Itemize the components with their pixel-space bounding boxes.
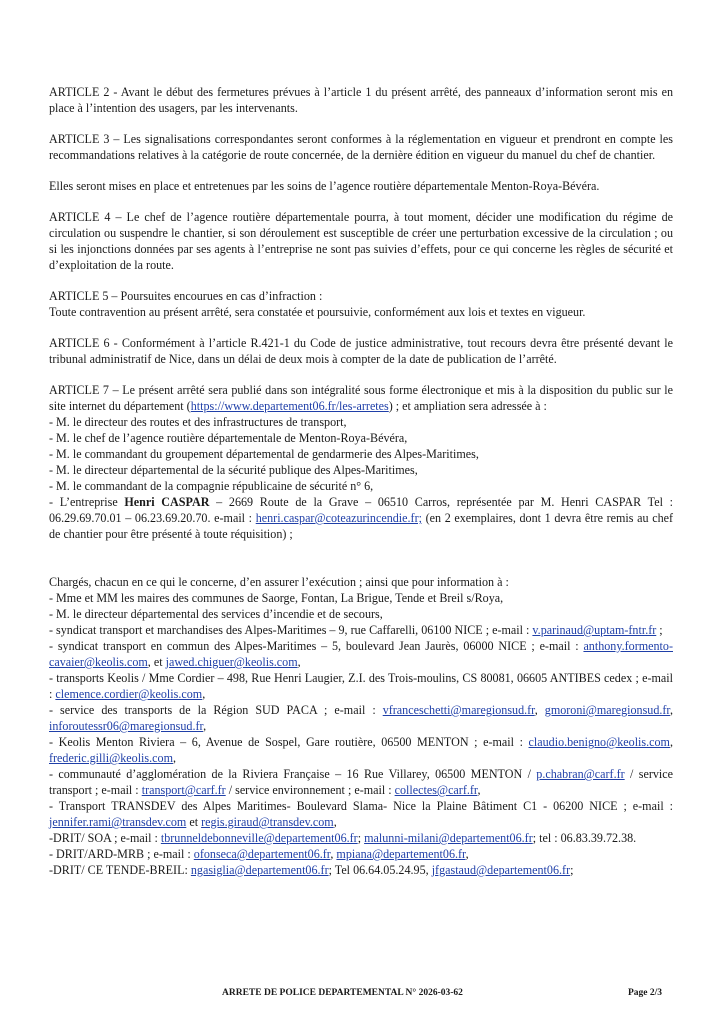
email-link[interactable]: regis.giraud@transdev.com <box>201 815 334 829</box>
document-body <box>49 84 673 878</box>
list-item: - M. le directeur des routes et des infrastructures de transport, <box>49 415 347 429</box>
item-text: ; <box>357 831 365 845</box>
item-text: , <box>202 687 206 701</box>
item-text: ; tel : 06.83.39.72.38. <box>532 831 637 845</box>
article-3-continued: Elles seront mises en place et entretenues par les soins de l’agence routière départementale Menton-Roya-Bévéra. <box>49 179 600 193</box>
item-text: - Transport TRANSDEV des Alpes Maritimes- Boulevard Slama- Nice la Plaine Bâtiment C1 - 06200 NICE ; e-mail : <box>49 799 673 813</box>
email-link[interactable]: frederic.gilli@keolis.com <box>49 751 173 765</box>
item-text: ; <box>656 623 663 637</box>
page-number: Page 2/3 <box>628 988 663 998</box>
item-text: , <box>330 847 337 861</box>
item-text: , <box>333 815 337 829</box>
email-link[interactable]: mpiana@departement06.fr <box>336 847 466 861</box>
company-details: – 2669 Route de la Grave – 06510 Carros, représentée par M. Henri CASPAR Tel : 06.29.69.70.01 – 06.23.69.20.70. e-mail : <box>49 495 673 525</box>
list-item: - M. le commandant du groupement départemental de gendarmerie des Alpes-Maritimes, <box>49 447 479 461</box>
item-text: / service environnement ; e-mail : <box>225 783 395 797</box>
list-item-company <box>49 494 673 542</box>
email-link[interactable]: p.chabran@carf.fr <box>536 767 625 781</box>
list-item-maires: - Mme et MM les maires des communes de Saorge, Fontan, La Brigue, Tende et Breil s/Roya, <box>49 591 504 605</box>
item-text: , <box>297 655 301 669</box>
list-item-transdev <box>49 798 673 830</box>
item-text: - transports Keolis / Mme Cordier – 498, Rue Henri Laugier, Z.I. des Trois-moulins, CS 80081, 06605 ANTIBES cedex ; e-mail : <box>49 671 673 701</box>
item-text: , <box>203 719 207 733</box>
decree-reference: ARRETE DE POLICE DEPARTEMENTAL N° 2026-03-62 <box>222 988 463 998</box>
company-name: Henri CASPAR <box>124 495 210 509</box>
article-3: ARTICLE 3 – Les signalisations correspondantes seront conformes à la réglementation en vigueur et prendront en compte les recommandations relatives à la catégorie de route concernée, de la dernière édition en vigueur du manuel du chef de chantier. <box>49 132 673 162</box>
list-item-drit-tende <box>49 862 673 878</box>
email-link[interactable]: anthony.formento-cavaier@keolis.com <box>49 639 673 669</box>
item-text: - communauté d’agglomération de la Riviera Française – 16 Rue Villarey, 06500 MENTON / <box>49 767 537 781</box>
article-5 <box>49 288 673 320</box>
list-item-syndicat-marchandises <box>49 622 673 638</box>
charges-intro: Chargés, chacun en ce qui le concerne, d’en assurer l’exécution ; ainsi que pour information à : <box>49 575 509 589</box>
article-7-intro-end: ) ; et ampliation sera adressée à : <box>388 399 547 413</box>
item-text: , <box>172 751 177 765</box>
ampliation-list <box>49 414 673 542</box>
article-7 <box>49 382 673 414</box>
article-4: ARTICLE 4 – Le chef de l’agence routière départementale pourra, à tout moment, décider une modification du régime de circulation ou suspendre le chantier, si son déroulement est susceptible de créer une perturbation excessive de la circulation ; ou si les injonctions données par ses agents à l’entreprise ne sont pas suivies d’effets, pour ce qui concerne les règles de sécurité et d’exploitation de la route. <box>49 210 673 272</box>
email-link[interactable]: ofonseca@departement06.fr <box>193 847 331 861</box>
email-link[interactable]: gmoroni@maregionsud.fr <box>544 703 670 717</box>
email-link[interactable]: v.parinaud@uptam-fntr.fr <box>532 623 657 637</box>
item-text: ; Tel 06.64.05.24.95, <box>328 863 432 877</box>
item-text: , <box>669 735 673 749</box>
article-6: ARTICLE 6 - Conformément à l’article R.421-1 du Code de justice administrative, tout recours devra être présenté devant le tribunal administratif de Nice, dans un délai de deux mois à compter de la date de publication de l’arrêté. <box>49 336 673 366</box>
list-item: - M. le chef de l’agence routière départementale de Menton-Roya-Bévéra, <box>49 431 408 445</box>
company-email-link[interactable]: henri.caspar@coteazurincendie.fr; <box>255 511 422 525</box>
email-link[interactable]: collectes@carf.fr <box>394 783 478 797</box>
item-text: - syndicat transport et marchandises des Alpes-Maritimes – 9, rue Caffarelli, 06100 NICE ; e-mail : <box>49 623 533 637</box>
item-text: , <box>477 783 481 797</box>
item-text: ; <box>570 863 574 877</box>
item-text: -DRIT/ SOA ; e-mail : <box>49 831 161 845</box>
article-5-body: Toute contravention au présent arrêté, sera constatée et poursuivie, conformément aux lois et textes en vigueur. <box>49 305 586 319</box>
item-text: , <box>465 847 469 861</box>
list-item-keolis-riviera <box>49 734 673 766</box>
email-link[interactable]: ngasiglia@departement06.fr <box>190 863 329 877</box>
list-item-sdis: - M. le directeur départemental des services d’incendie et de secours, <box>49 607 383 621</box>
item-text: - syndicat transport en commun des Alpes-Maritimes – 5, boulevard Jean Jaurès, 06000 NICE ; e-mail : <box>49 639 584 653</box>
list-item-region <box>49 702 673 734</box>
item-text: , et <box>147 655 166 669</box>
list-item: - M. le commandant de la compagnie républicaine de sécurité n° 6, <box>49 479 374 493</box>
arretes-link[interactable]: https://www.departement06.fr/les-arretes <box>190 399 389 413</box>
section-spacer <box>49 542 673 574</box>
article-2: ARTICLE 2 - Avant le début des fermetures prévues à l’article 1 du présent arrêté, des panneaux d’information seront mis en place à l’intention des usagers, par les intervenants. <box>49 85 673 115</box>
list-item-keolis <box>49 670 673 702</box>
email-link[interactable]: inforoutessr06@maregionsud.fr <box>49 719 204 733</box>
email-link[interactable]: malunni-milani@departement06.fr <box>364 831 533 845</box>
article-7-intro: ARTICLE 7 – Le présent arrêté sera publié dans son intégralité sous forme électronique et mis à la disposition du public sur le site internet du département ( <box>49 383 673 413</box>
item-text: -DRIT/ CE TENDE-BREIL: <box>49 863 191 877</box>
email-link[interactable]: jawed.chiguer@keolis.com <box>165 655 298 669</box>
email-link[interactable]: vfranceschetti@maregionsud.fr <box>382 703 535 717</box>
email-link[interactable]: transport@carf.fr <box>141 783 226 797</box>
email-link[interactable]: jennifer.rami@transdev.com <box>49 815 187 829</box>
list-item-drit-ard <box>49 846 673 862</box>
list-item-syndicat-commun <box>49 638 673 670</box>
item-text: , <box>669 703 673 717</box>
company-prefix: - L’entreprise <box>49 495 125 509</box>
article-5-title: ARTICLE 5 – Poursuites encourues en cas d’infraction : <box>49 289 323 303</box>
item-text: - service des transports de la Région SUD PACA ; e-mail : <box>49 703 383 717</box>
email-link[interactable]: tbrunneldebonneville@departement06.fr <box>160 831 358 845</box>
company-note: (en 2 exemplaires, dont 1 devra être remis au chef de chantier pour être présenté à toute réquisition) ; <box>49 511 674 541</box>
list-item-drit-soa <box>49 830 673 846</box>
item-text: et <box>186 815 202 829</box>
email-link[interactable]: clemence.cordier@keolis.com <box>55 687 203 701</box>
item-text: - Keolis Menton Riviera – 6, Avenue de Sospel, Gare routière, 06500 MENTON ; e-mail : <box>49 735 529 749</box>
list-item-carf <box>49 766 673 798</box>
item-text: / service transport ; e-mail : <box>49 767 673 797</box>
information-list <box>49 590 673 878</box>
email-link[interactable]: claudio.benigno@keolis.com <box>528 735 670 749</box>
list-item: - M. le directeur départemental de la sécurité publique des Alpes-Maritimes, <box>49 463 418 477</box>
email-link[interactable]: jfgastaud@departement06.fr <box>431 863 571 877</box>
item-text: , <box>534 703 545 717</box>
item-text: - DRIT/ARD-MRB ; e-mail : <box>49 847 194 861</box>
